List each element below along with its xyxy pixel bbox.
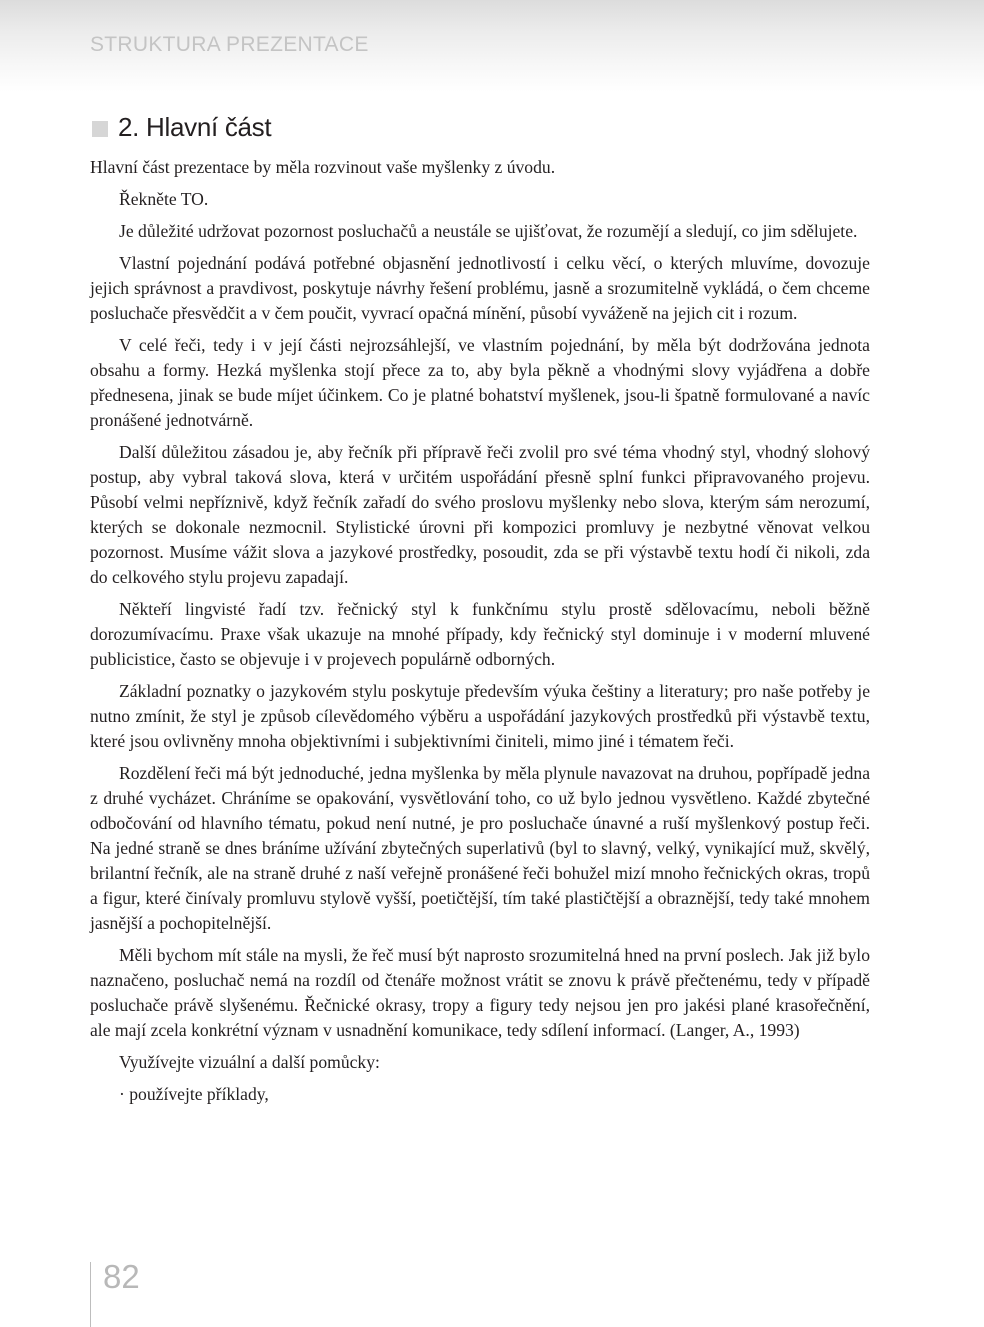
paragraph: Měli bychom mít stále na mysli, že řeč musí být naprosto srozumitelná hned na první poslech. Jak již bylo naznačeno, posluchač nemá na rozdíl od čtenáře možnost vrátit se znovu k právě přečtenému, tedy v případě posluchače právě slyšenému. Řečnické okrasy, tropy a figury tedy nejsou jen pro jakési plané krasořečnění, ale mají zcela konkrétní význam v usnadnění komunikace, tedy sdílení informací. (Langer, A., 1993) <box>90 945 870 1040</box>
paragraph: Někteří lingvisté řadí tzv. řečnický styl k funkčnímu stylu prostě sdělovacímu, neboli běžně dorozumívacímu. Praxe však ukazuje na mnohé případy, kdy řečnický styl dominuje i v moderní mluvené publicistice, často se objevuje i v projevech populárně odborných. <box>90 599 870 669</box>
paragraph: Rozdělení řeči má být jednoduché, jedna myšlenka by měla plynule navazovat na druhou, popřípadě jedna z druhé vycházet. Chráníme se opakování, vysvětlování toho, co už bylo jednou vysvětleno. Každé zbytečné odbočování od hlavního tématu, pokud není nutné, je pro posluchače únavné a ruší myšlenkový postup řeči. Na jedné straně se dnes bráníme užívání zbytečných superlativů (byl to slavný, velký, vynikající muž, skvělý, brilantní řečník, ale na straně druhé z naší veřejně pronášené řeči bohužel mizí mnoho řečnických okras, tropů a figur, které činívaly promluvu stylově vyšší, poetičtější, tím také plastičtější a obraznější, tedy také mnohem jasnější a pochopitelnější. <box>90 763 870 933</box>
list-item: · používejte příklady, <box>119 1084 269 1104</box>
paragraph: Řekněte TO. <box>119 189 209 209</box>
heading-square-icon <box>92 121 108 137</box>
paragraph: Základní poznatky o jazykovém stylu poskytuje především výuka češtiny a literatury; pro naše potřeby je nutno zmínit, že styl je způsob cílevědomého výběru a uspořádání jazykových prostředků při výstavbě textu, které jsou ovlivněny mnoha objektivními i subjektivními činiteli, mimo jiné i tématem řeči. <box>90 681 870 751</box>
section-title: 2. Hlavní část <box>118 112 272 142</box>
footer-rule <box>90 1262 91 1327</box>
paragraph: Další důležitou zásadou je, aby řečník při přípravě řeči zvolil pro své téma vhodný styl, vhodný slohový postup, aby vybral taková slova, která v určitém uspořádání přesně splní funkci připravovaného projevu. Působí velmi nepříznivě, když řečník zařadí do svého proslovu myšlenky nebo slova, kterým sám nerozumí, kterých se dokonale nezmocnil. Stylistické úrovni při kompozici promluvy je nezbytné věnovat velkou pozornost. Musíme vážit slova a jazykové prostředky, posoudit, zda se při výstavbě textu hodí či nikoli, zda do celkového stylu projevu zapadají. <box>90 442 870 587</box>
paragraph: Hlavní část prezentace by měla rozvinout vaše myšlenky z úvodu. <box>90 157 556 177</box>
body-text <box>90 155 870 1114</box>
section-heading <box>92 112 271 143</box>
paragraph: V celé řeči, tedy i v její části nejrozsáhlejší, ve vlastním pojednání, by měla být dodržována jednota obsahu a formy. Hezká myšlenka stojí přece za to, aby byla pěkně a vhodnými slovy vyjádřena a dobře přednesena, jinak se bude míjet účinkem. Co je platné bohatství myšlenek, jsou-li špatně formulované a navíc pronášené jednotvárně. <box>90 335 870 430</box>
paragraph: Je důležité udržovat pozornost posluchačů a neustále se ujišťovat, že rozumějí a sledují, co jim sdělujete. <box>119 221 858 241</box>
paragraph: Vlastní pojednání podává potřebné objasnění jednotlivostí i celku věcí, o kterých mluvíme, dovozuje jejich správnost a pravdivost, poskytuje návrhy řešení problému, jasně a srozumitelně vykládá, o čem chceme posluchače přesvědčit a v čem poučit, vyvrací opačná mínění, působí vyváženě na jejich cit i rozum. <box>90 253 870 323</box>
running-header: STRUKTURA PREZENTACE <box>90 33 369 56</box>
paragraph: Využívejte vizuální a další pomůcky: <box>119 1052 380 1072</box>
page-number: 82 <box>103 1258 140 1295</box>
